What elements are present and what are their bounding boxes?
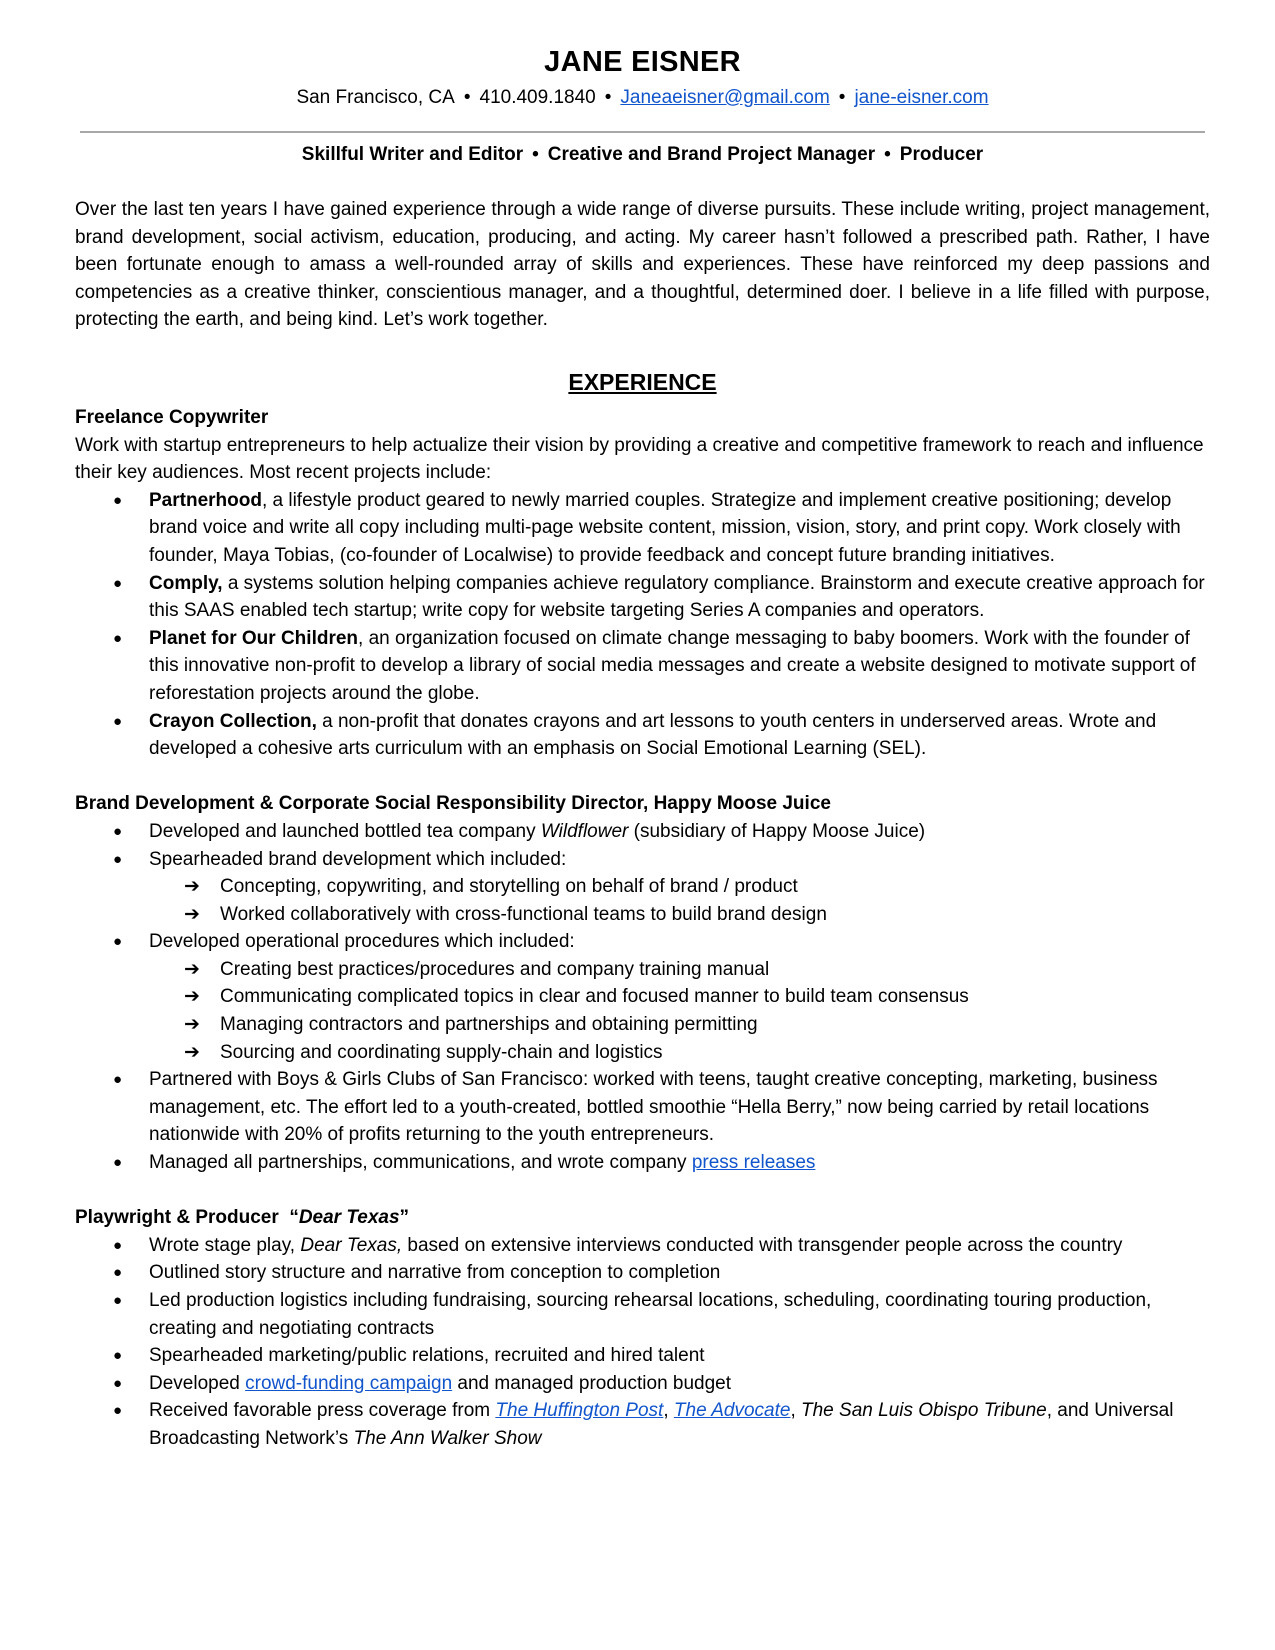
bullet-list [75,1232,1210,1453]
tagline-item: Creative and Brand Project Manager [547,144,876,165]
item-text: Developed [149,1372,246,1394]
arrow-right-icon: ➔ [184,1041,200,1063]
list-item [75,1370,1210,1398]
tagline-item: Producer [899,144,984,165]
bullet-icon: ● [113,1236,123,1254]
bullet-icon: ● [113,574,123,592]
separator-dot: • [463,87,471,108]
item-text: based on extensive interviews conducted with transgender people across the country [402,1234,1123,1256]
sub-list [75,873,1210,928]
crowd-funding-link[interactable]: crowd-funding campaign [245,1372,453,1394]
summary-paragraph: Over the last ten years I have gained experience through a wide range of diverse pursuits. These include writing, project management, brand development, social activism, education, producing, and acting. My career hasn’t followed a prescribed path. Rather, I have been fortunate enough to amass a well-rounded array of skills and experiences. These have reinforced my deep passions and competencies as a creative thinker, conscientious manager, and a thoughtful, determined doer. I believe in a life filled with purpose, protecting the earth, and being kind. Let’s work together. [75,199,1210,331]
bullet-list [75,818,1210,1177]
item-text: Managed all partnerships, communications, and wrote company [149,1152,692,1174]
candidate-name: JANE EISNER [544,46,741,78]
sub-list-item [75,1011,1210,1039]
bullet-list [75,487,1210,763]
list-item [75,1232,1210,1260]
item-text: , a lifestyle product geared to newly married couples. Strategize and implement creative positioning; develop brand voice and write all copy including multi-page website content, mission, vision, story, and print copy. Work closely with founder, Maya Tobias, (co-founder of Localwise) to provide feedback and concept future branding initiatives. [149,489,1181,566]
bullet-icon: ● [113,1402,123,1420]
press-releases-link[interactable]: press releases [691,1152,816,1174]
list-item [75,1066,1210,1149]
sub-list-item [75,1039,1210,1067]
arrow-right-icon: ➔ [184,986,200,1008]
show-name: The Ann Walker Show [353,1427,542,1449]
bullet-icon: ● [113,1292,123,1309]
separator-dot: • [604,87,612,108]
item-text: Spearheaded marketing/public relations, recruited and hired talent [149,1345,705,1367]
separator-dot: • [532,144,539,165]
spacer [75,1177,1210,1205]
project-name: Planet for Our Children [149,627,359,649]
bullet-icon: ● [113,1154,123,1172]
item-text: Concepting, copywriting, and storytelling on behalf of brand / product [220,876,798,898]
play-title: Dear Texas, [300,1234,403,1256]
item-text: , and Universal Broadcasting Network’s [149,1400,1174,1449]
project-name: Partnerhood [149,489,262,511]
item-text: Developed operational procedures which included: [149,931,575,953]
separator-dot: • [838,87,846,108]
bullet-icon: ● [113,629,123,647]
list-item [75,1149,1210,1177]
item-text: Managing contractors and partnerships and obtaining permitting [220,1014,758,1036]
brand-name: Wildflower [540,820,629,842]
list-item [75,928,1210,1066]
bullet-icon: ● [113,850,123,868]
job-title: Freelance Copywriter [75,407,269,428]
location: San Francisco, CA [296,87,455,108]
arrow-right-icon: ➔ [184,876,200,898]
item-text: (subsidiary of Happy Moose Juice) [628,820,926,842]
contact-line [75,86,1210,110]
separator-dot: • [884,144,891,165]
email-link[interactable]: Janeaeisner@gmail.com [620,87,830,108]
arrow-right-icon: ➔ [184,958,200,980]
item-text: , [663,1400,674,1422]
item-text: Outlined story structure and narrative from conception to completion [149,1262,721,1284]
huffington-post-link[interactable]: The Huffington Post [495,1400,664,1422]
bullet-icon: ● [113,1071,123,1089]
tagline [75,143,1210,167]
section-title-experience: EXPERIENCE [568,369,717,395]
job-playwright-producer [75,1204,1210,1452]
item-text: Developed and launched bottled tea company [149,820,541,842]
advocate-link[interactable]: The Advocate [673,1400,791,1422]
bullet-icon: ● [113,491,123,509]
item-text: a systems solution helping companies achieve regulatory compliance. Brainstorm and execute creative approach for this SAAS enabled tech startup; write copy for website targeting Series A companies and operators. [149,572,1205,622]
bullet-icon: ● [113,933,123,951]
spacer [75,763,1210,791]
item-text: a non-profit that donates crayons and art lessons to youth centers in underserved areas. Wrote and developed a cohesive arts curriculum with an emphasis on Social Emotional Learning (SEL). [149,710,1157,760]
play-title: Dear Texas [298,1207,400,1229]
item-text: Sourcing and coordinating supply-chain and logistics [220,1041,663,1063]
arrow-right-icon: ➔ [184,903,200,925]
arrow-right-icon: ➔ [184,1014,200,1036]
list-item [75,708,1210,763]
item-text: , [790,1400,801,1422]
list-item [75,1397,1210,1452]
list-item [75,625,1210,708]
list-item [75,818,1210,846]
job-description: Work with startup entrepreneurs to help actualize their vision by providing a creative and competitive framework to reach and influence their key audiences. Most recent projects include: [75,434,1204,484]
bullet-icon: ● [113,712,123,730]
job-title: Brand Development & Corporate Social Responsibility Director, Happy Moose Juice [75,793,831,815]
item-text: Received favorable press coverage from [149,1400,496,1422]
item-text: Communicating complicated topics in clear and focused manner to build team consensus [220,986,969,1008]
item-text: Wrote stage play, [149,1234,301,1256]
bullet-icon: ● [113,822,123,840]
item-text: Worked collaboratively with cross-functional teams to build brand design [220,903,827,925]
list-item [75,1287,1210,1342]
list-item [75,1342,1210,1370]
item-text: Spearheaded brand development which included: [149,848,567,870]
list-item [75,570,1210,625]
list-item [75,487,1210,570]
item-text: and managed production budget [452,1372,732,1394]
phone-number: 410.409.1840 [479,87,596,108]
sub-list [75,956,1210,1066]
job-title-suffix: ” [399,1207,410,1229]
job-title [75,1204,1210,1232]
job-freelance-copywriter [75,404,1210,763]
list-item [75,1259,1210,1287]
item-text: Creating best practices/procedures and company training manual [220,958,770,980]
tagline-item: Skillful Writer and Editor [301,144,524,165]
horizontal-divider [80,131,1205,133]
job-happy-moose-juice [75,790,1210,1176]
item-text: Led production logistics including fundraising, sourcing rehearsal locations, scheduling, coordinating touring production, creating and negotiating contracts [149,1290,1152,1339]
publication-name: The San Luis Obispo Tribune [801,1400,1047,1422]
item-text: Partnered with Boys & Girls Clubs of San Francisco: worked with teens, taught creative concepting, marketing, business management, etc. The effort led to a youth-created, bottled smoothie “Hella Berry,” now being carried by retail locations nationwide with 20% of profits returning to the youth entrepreneurs. [149,1069,1158,1146]
sub-list-item [75,983,1210,1011]
website-link[interactable]: jane-eisner.com [854,87,989,108]
sub-list-item [75,901,1210,929]
project-name: Comply, [149,572,223,594]
list-item [75,846,1210,929]
bullet-icon: ● [113,1347,123,1365]
bullet-icon: ● [113,1374,123,1392]
bullet-icon: ● [113,1264,123,1282]
item-text: , an organization focused on climate change messaging to baby boomers. Work with the founder of this innovative non-profit to develop a library of social media messages and create a website designed to motivate support of reforestation projects around the globe. [149,627,1196,704]
experience-section [75,404,1210,1453]
sub-list-item [75,956,1210,984]
project-name: Crayon Collection, [149,710,317,732]
job-title-prefix: Playwright & Producer “ [75,1207,299,1229]
sub-list-item [75,873,1210,901]
